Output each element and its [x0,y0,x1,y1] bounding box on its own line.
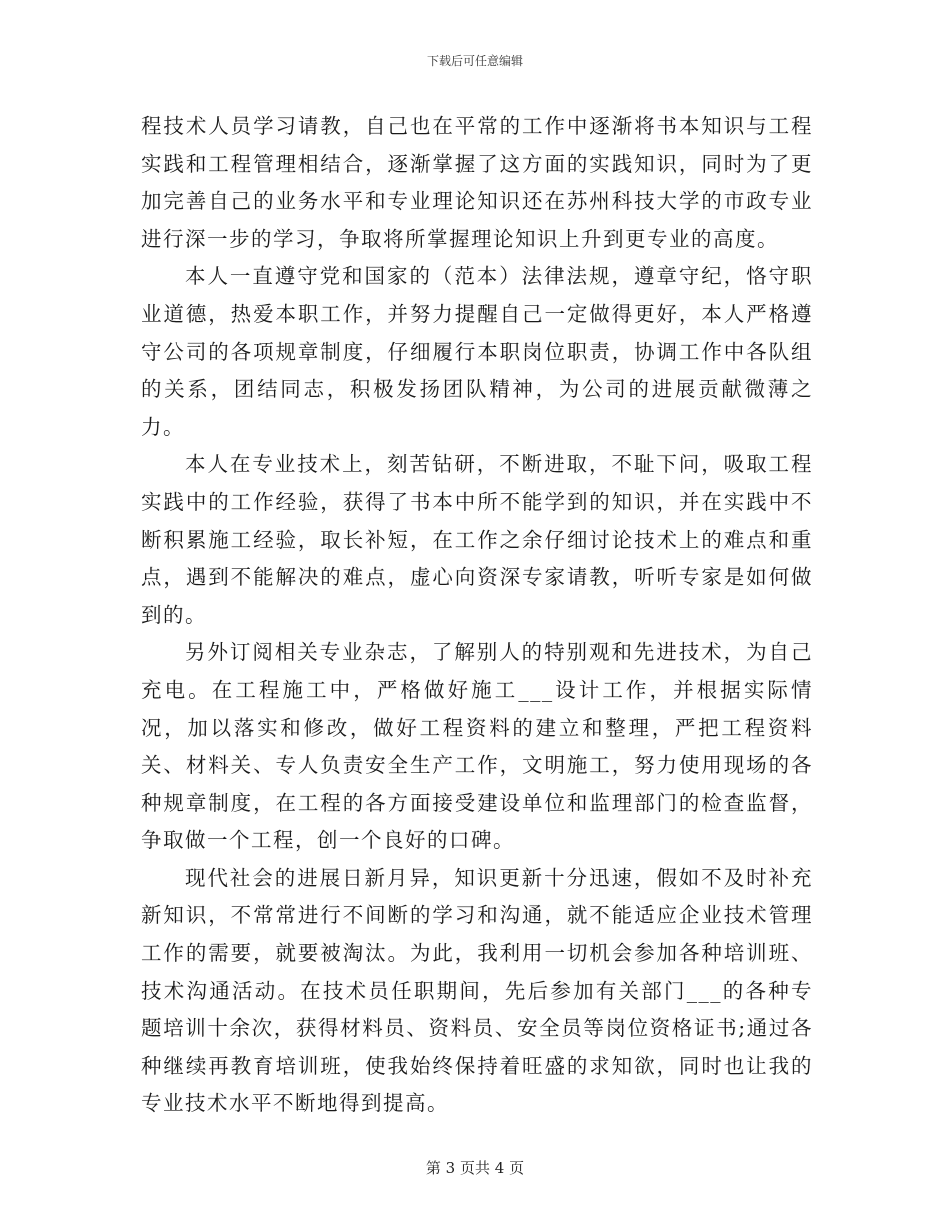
paragraph-training: 现代社会的进展日新月异，知识更新十分迅速，假如不及时补充新知识，不常常进行不间断的学习和沟通，就不能适应企业技术管理工作的需要，就要被淘汰。为此，我利用一切机会参加各种培训班、技术沟通活动。在技术员任职期间，先后参加有关部门___的各种专题培训十余次，获得材料员、资料员、安全员等岗位资格证书;通过各种继续再教育培训班，使我始终保持着旺盛的求知欲，同时也让我的专业技术水平不断地得到提高。 [141,865,813,1116]
paragraph-conduct: 本人一直遵守党和国家的（范本）法律法规，遵章守纪，恪守职业道德，热爱本职工作，并努力提醒自己一定做得更好，本人严格遵守公司的各项规章制度，仔细履行本职岗位职责，协调工作中各队组的关系，团结同志，积极发扬团队精神，为公司的进展贡献微薄之力。 [141,264,813,439]
document-body [141,108,813,1123]
page-header: 下载后可任意编辑 [426,54,523,68]
paragraph-construction-work: 另外订阅相关专业杂志，了解别人的特别观和先进技术，为自己充电。在工程施工中，严格做好施工___设计工作，并根据实际情况，加以落实和修改，做好工程资料的建立和整理，严把工程资料关、材料关、专人负责安全生产工作，文明施工，努力使用现场的各种规章制度，在工程的各方面接受建设单位和监理部门的检查监督，争取做一个工程，创一个良好的口碑。 [141,640,813,853]
paragraph-technical-skills: 本人在专业技术上，刻苦钻研，不断进取，不耻下问，吸取工程实践中的工作经验，获得了书本中所不能学到的知识，并在实践中不断积累施工经验，取长补短，在工作之余仔细讨论技术上的难点和重点，遇到不能解决的难点，虚心向资深专家请教，听听专家是如何做到的。 [141,452,813,627]
paragraph-continuation: 程技术人员学习请教，自己也在平常的工作中逐渐将书本知识与工程实践和工程管理相结合，逐渐掌握了这方面的实践知识，同时为了更加完善自己的业务水平和专业理论知识还在苏州科技大学的市政专业进行深一步的学习，争取将所掌握理论知识上升到更专业的高度。 [141,114,813,251]
page-number-footer: 第 3 页共 4 页 [425,1159,525,1177]
